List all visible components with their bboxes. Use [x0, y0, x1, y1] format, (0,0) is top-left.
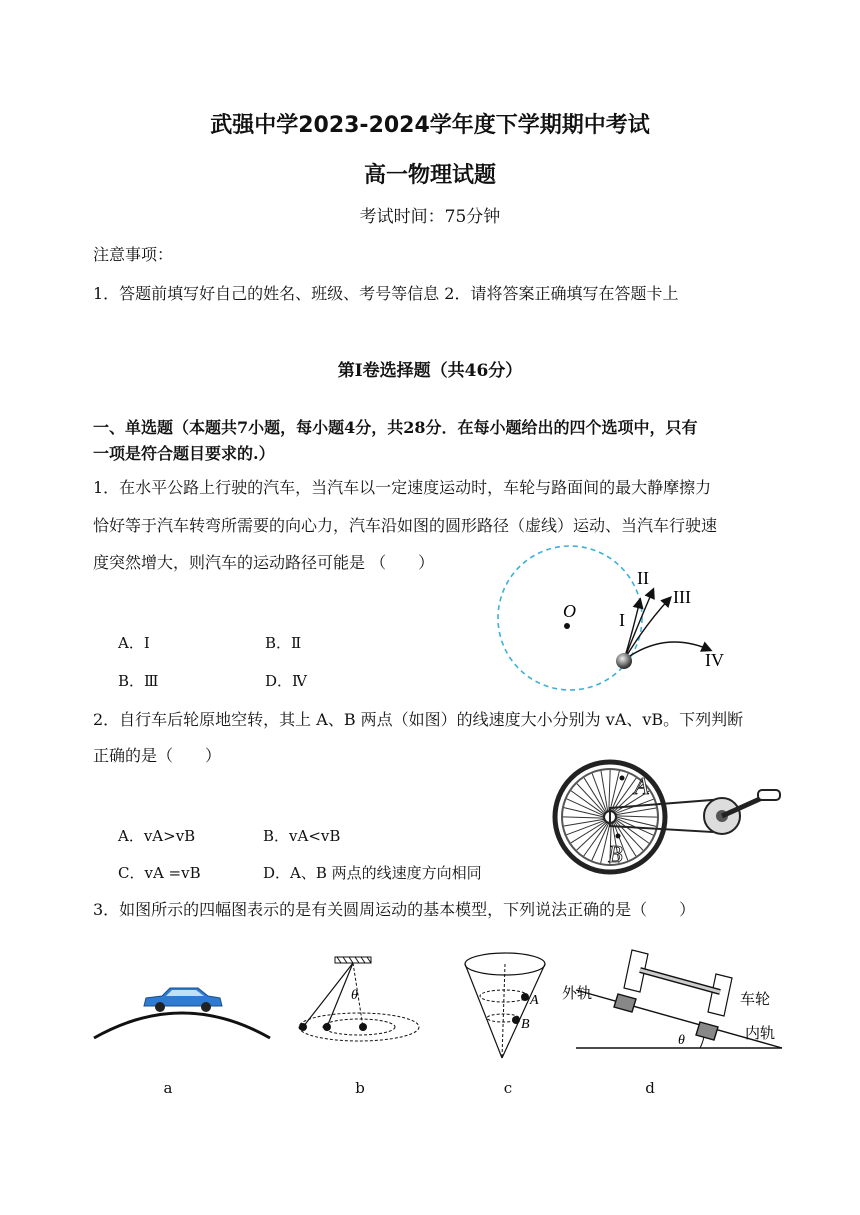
- q1-figure: [495, 550, 755, 700]
- label-b: B: [608, 842, 623, 868]
- q3-figure-b: [293, 955, 433, 1055]
- q2-line1: 2．自行车后轮原地空转，其上 A、B 两点（如图）的线速度大小分别为 vA、vB。下列判断: [93, 710, 744, 729]
- spoke: [610, 771, 619, 811]
- theta-b: θ: [351, 988, 358, 1003]
- caption-a: a: [163, 1079, 173, 1097]
- exam-time: 考试时间：75分钟: [359, 207, 501, 227]
- spoke: [564, 808, 604, 817]
- center-label: O: [563, 601, 576, 621]
- spoke: [616, 817, 656, 826]
- car: [144, 988, 222, 1012]
- center-point: [564, 623, 570, 629]
- q1-option-a: A．Ⅰ: [118, 634, 150, 652]
- wheel-label: 车轮: [740, 991, 771, 1008]
- point-b: [616, 834, 621, 839]
- paper-subtitle: 高一物理试题: [363, 163, 496, 188]
- path-iii: [624, 598, 670, 660]
- q2-option-c: C．vA =vB: [118, 864, 201, 882]
- theta-d: θ: [678, 1033, 685, 1048]
- label-ii: II: [637, 568, 649, 588]
- q1-option-b: B．Ⅱ: [265, 634, 302, 652]
- spoke: [609, 770, 610, 811]
- caption-c: c: [503, 1079, 513, 1097]
- label-i: I: [619, 610, 625, 630]
- inner-rail-label: 内轨: [745, 1025, 776, 1042]
- label-a-cone: A: [530, 993, 539, 1008]
- label-b-cone: B: [521, 1017, 530, 1032]
- notice-heading: 注意事项：: [93, 245, 174, 264]
- caption-d: d: [645, 1079, 655, 1097]
- q2-option-a: A．vA>vB: [118, 827, 196, 845]
- q1-option-c: B．Ⅲ: [118, 672, 159, 690]
- q2-line2: 正确的是（ ）: [93, 746, 222, 765]
- q3-figure-c: [460, 950, 560, 1060]
- q3-figure-a: [92, 970, 272, 1050]
- q1-line1: 1．在水平公路上行驶的汽车，当汽车以一定速度运动时，车轮与路面间的最大静摩擦力: [93, 478, 712, 497]
- notice-items: 1．答题前填写好自己的姓名、班级、考号等信息 2．请将答案正确填写在答题卡上: [93, 284, 679, 303]
- hill-arc: [94, 1013, 270, 1038]
- q3-figure-d: [560, 940, 790, 1055]
- spoke: [616, 816, 657, 817]
- part-heading-line2: 一项是符合题目要求的.）: [93, 444, 275, 463]
- q1-line2: 恰好等于汽车转弯所需要的向心力，汽车沿如图的圆形路径（虚线）运动、当汽车行驶速: [93, 516, 718, 535]
- label-a: A: [634, 774, 649, 800]
- q2-option-d: D．A、B 两点的线速度方向相同: [263, 864, 482, 882]
- car-ball: [616, 653, 632, 669]
- section-title: 第Ⅰ卷选择题（共46分）: [337, 361, 523, 381]
- q2-option-b: B．vA<vB: [263, 827, 341, 845]
- label-iv: IV: [705, 650, 724, 670]
- exam-title: 武强中学2023-2024学年度下学期期中考试: [210, 113, 650, 138]
- caption-b: b: [355, 1079, 365, 1097]
- spoke: [563, 817, 604, 818]
- q2-figure: [552, 760, 792, 880]
- q1-line3: 度突然增大，则汽车的运动路径可能是 （ ）: [93, 553, 435, 572]
- pedal: [758, 790, 780, 800]
- q1-option-d: D．Ⅳ: [265, 672, 308, 690]
- path-ii: [624, 590, 653, 660]
- label-iii: III: [673, 587, 691, 607]
- q3-line1: 3．如图所示的四幅图表示的是有关圆周运动的基本模型，下列说法正确的是（ ）: [93, 900, 696, 919]
- point-a: [620, 776, 625, 781]
- part-heading-line1: 一、单选题（本题共7小题，每小题4分，共28分．在每小题给出的四个选项中，只有: [93, 418, 698, 437]
- outer-rail-label: 外轨: [562, 985, 593, 1002]
